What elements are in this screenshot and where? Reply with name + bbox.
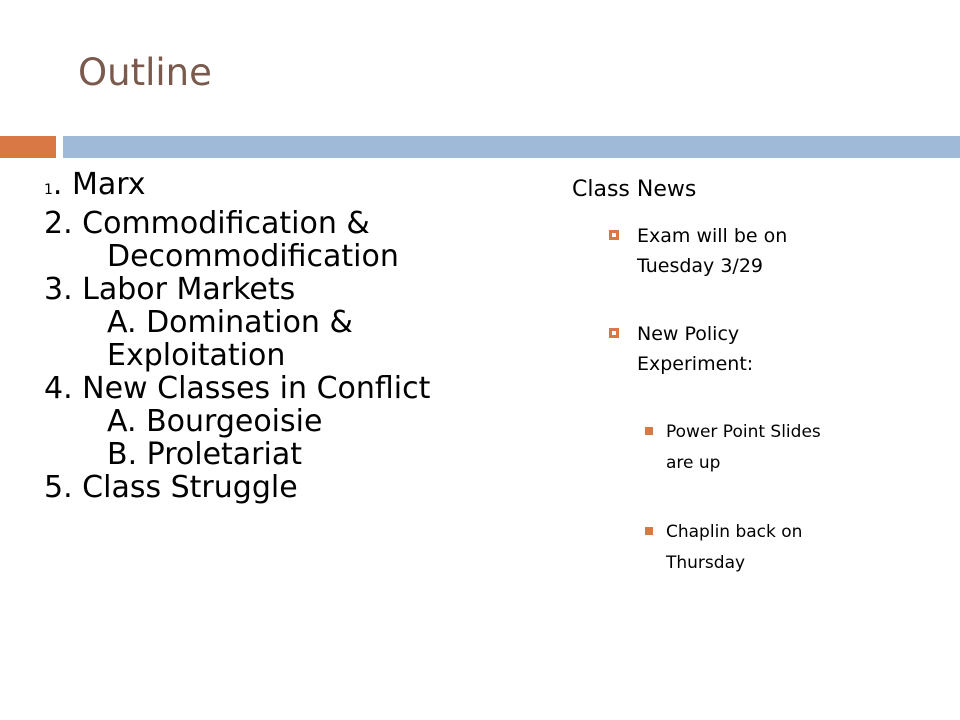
spacer: [572, 479, 912, 517]
news-subbullet-chaplin-line2: Thursday: [666, 553, 746, 573]
class-news-panel: [572, 175, 912, 579]
outline-item-2-line2: Decommodification: [107, 239, 399, 274]
news-subbullet-slides: [572, 417, 912, 479]
title-rule-accent-blue: [63, 136, 960, 158]
news-bullet-exam-line2: Tuesday 3/29: [637, 255, 764, 277]
outline-item-1-number: 1: [44, 182, 53, 198]
outline-item-1: [44, 168, 544, 207]
news-subbullet-slides-line1: Power Point Slides: [666, 422, 821, 442]
title-rule-accent-orange: [0, 136, 56, 158]
news-bullet-policy-line2: Experiment:: [637, 353, 754, 375]
outline-item-4b: B. Proletariat: [107, 437, 302, 472]
outline-item-3: 3. Labor Markets: [44, 272, 296, 307]
outline-item-4a: A. Bourgeoisie: [107, 404, 323, 439]
news-bullet-policy-line1: New Policy: [637, 323, 740, 345]
news-bullet-policy: [572, 319, 912, 379]
spacer: [572, 379, 912, 417]
hollow-square-bullet-icon: [609, 230, 619, 240]
outline-item-1-text: . Marx: [52, 167, 146, 202]
hollow-square-bullet-icon: [609, 328, 619, 338]
outline-item-5: 5. Class Struggle: [44, 470, 298, 505]
class-news-heading: Class News: [572, 177, 697, 202]
spacer: [572, 281, 912, 319]
outline-item-3a-line2: Exploitation: [107, 338, 286, 373]
news-subbullet-chaplin: [572, 517, 912, 579]
outline-item-2-line1: 2. Commodification &: [44, 206, 370, 241]
outline-item-3a-line1: A. Domination &: [107, 305, 353, 340]
filled-square-bullet-icon: [645, 527, 653, 535]
filled-square-bullet-icon: [645, 427, 653, 435]
news-bullet-exam: [572, 221, 912, 281]
outline-list: [44, 168, 544, 504]
outline-item-4: 4. New Classes in Conflict: [44, 371, 431, 406]
news-bullet-exam-line1: Exam will be on: [637, 225, 788, 247]
slide-title: Outline: [78, 51, 212, 94]
news-subbullet-chaplin-line1: Chaplin back on: [666, 522, 803, 542]
news-subbullet-slides-line2: are up: [666, 453, 721, 473]
